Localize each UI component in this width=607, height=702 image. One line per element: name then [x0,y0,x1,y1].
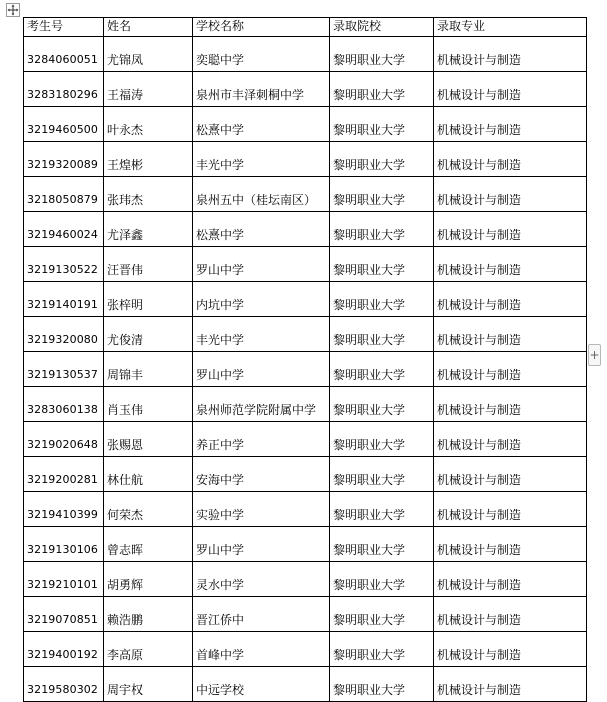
table-row [24,37,587,72]
table-row [24,597,587,632]
cell-college: 黎明职业大学 [330,282,434,317]
cell-school: 内坑中学 [193,282,330,317]
table-row [24,667,587,702]
cell-college: 黎明职业大学 [330,387,434,422]
plus-icon: + [589,348,600,362]
cell-school: 丰光中学 [193,142,330,177]
cell-school: 中远学校 [193,667,330,702]
table-row [24,317,587,352]
cell-major: 机械设计与制造 [434,387,587,422]
cell-exam-id: 3219200281 [24,457,104,492]
table-move-handle[interactable] [6,3,20,17]
cell-exam-id: 3283060138 [24,387,104,422]
table-row [24,352,587,387]
table-row [24,492,587,527]
cell-school: 罗山中学 [193,527,330,562]
table-row [24,527,587,562]
table-row [24,562,587,597]
table-body [24,37,587,702]
table-row [24,212,587,247]
cell-college: 黎明职业大学 [330,212,434,247]
table-row [24,107,587,142]
cell-name: 张梓明 [104,282,193,317]
cell-exam-id: 3219130106 [24,527,104,562]
cell-exam-id: 3219070851 [24,597,104,632]
cell-school: 灵水中学 [193,562,330,597]
cell-name: 曾志晖 [104,527,193,562]
cell-major: 机械设计与制造 [434,177,587,212]
cell-major: 机械设计与制造 [434,492,587,527]
cell-major: 机械设计与制造 [434,317,587,352]
cell-college: 黎明职业大学 [330,632,434,667]
cell-college: 黎明职业大学 [330,247,434,282]
cell-name: 胡勇辉 [104,562,193,597]
cell-exam-id: 3219320089 [24,142,104,177]
cell-college: 黎明职业大学 [330,107,434,142]
cell-name: 周锦丰 [104,352,193,387]
cell-major: 机械设计与制造 [434,527,587,562]
header-college: 录取院校 [330,18,434,37]
cell-school: 泉州市丰泽刺桐中学 [193,72,330,107]
cell-college: 黎明职业大学 [330,422,434,457]
cell-name: 肖玉伟 [104,387,193,422]
cell-name: 尤锦凤 [104,37,193,72]
cell-major: 机械设计与制造 [434,667,587,702]
cell-college: 黎明职业大学 [330,667,434,702]
cell-major: 机械设计与制造 [434,352,587,387]
cell-name: 张赐恩 [104,422,193,457]
cell-name: 王福涛 [104,72,193,107]
cell-name: 周宇权 [104,667,193,702]
cell-name: 尤俊清 [104,317,193,352]
cell-college: 黎明职业大学 [330,492,434,527]
cell-school: 丰光中学 [193,317,330,352]
cell-major: 机械设计与制造 [434,422,587,457]
cell-college: 黎明职业大学 [330,597,434,632]
cell-school: 松熹中学 [193,107,330,142]
cell-name: 林仕航 [104,457,193,492]
header-school: 学校名称 [193,18,330,37]
cell-major: 机械设计与制造 [434,597,587,632]
cell-college: 黎明职业大学 [330,177,434,212]
cell-name: 张玮杰 [104,177,193,212]
cell-school: 安海中学 [193,457,330,492]
cell-major: 机械设计与制造 [434,107,587,142]
header-major: 录取专业 [434,18,587,37]
cell-exam-id: 3219410399 [24,492,104,527]
table-row [24,457,587,492]
cell-college: 黎明职业大学 [330,457,434,492]
table-row [24,247,587,282]
cell-exam-id: 3219320080 [24,317,104,352]
table-row [24,72,587,107]
cell-college: 黎明职业大学 [330,142,434,177]
cell-school: 首峰中学 [193,632,330,667]
cell-exam-id: 3219400192 [24,632,104,667]
cell-exam-id: 3219130522 [24,247,104,282]
cell-exam-id: 3219460024 [24,212,104,247]
cell-major: 机械设计与制造 [434,632,587,667]
cell-college: 黎明职业大学 [330,37,434,72]
cell-major: 机械设计与制造 [434,142,587,177]
move-cross-icon [7,4,19,16]
cell-exam-id: 3219140191 [24,282,104,317]
cell-college: 黎明职业大学 [330,527,434,562]
cell-exam-id: 3219130537 [24,352,104,387]
cell-exam-id: 3283180296 [24,72,104,107]
add-column-button[interactable] [588,344,601,366]
header-name: 姓名 [104,18,193,37]
cell-school: 泉州师范学院附属中学 [193,387,330,422]
cell-exam-id: 3219020648 [24,422,104,457]
header-exam-id: 考生号 [24,18,104,37]
cell-name: 王煌彬 [104,142,193,177]
cell-name: 叶永杰 [104,107,193,142]
cell-name: 何荣杰 [104,492,193,527]
cell-major: 机械设计与制造 [434,212,587,247]
cell-major: 机械设计与制造 [434,72,587,107]
cell-school: 泉州五中（桂坛南区） [193,177,330,212]
cell-major: 机械设计与制造 [434,37,587,72]
table-row [24,142,587,177]
cell-college: 黎明职业大学 [330,562,434,597]
cell-school: 养正中学 [193,422,330,457]
cell-exam-id: 3219580302 [24,667,104,702]
cell-school: 实验中学 [193,492,330,527]
table-row [24,387,587,422]
cell-name: 赖浩鹏 [104,597,193,632]
cell-college: 黎明职业大学 [330,352,434,387]
cell-major: 机械设计与制造 [434,457,587,492]
cell-school: 晋江侨中 [193,597,330,632]
cell-exam-id: 3218050879 [24,177,104,212]
cell-school: 奕聪中学 [193,37,330,72]
cell-school: 罗山中学 [193,247,330,282]
cell-exam-id: 3219210101 [24,562,104,597]
cell-exam-id: 3219460500 [24,107,104,142]
cell-major: 机械设计与制造 [434,247,587,282]
cell-major: 机械设计与制造 [434,562,587,597]
cell-college: 黎明职业大学 [330,317,434,352]
admission-table [23,17,587,702]
cell-exam-id: 3284060051 [24,37,104,72]
table-row [24,632,587,667]
table-header-row [24,18,587,37]
cell-name: 尤泽鑫 [104,212,193,247]
cell-major: 机械设计与制造 [434,282,587,317]
table-row [24,282,587,317]
cell-school: 松熹中学 [193,212,330,247]
table-row [24,422,587,457]
cell-school: 罗山中学 [193,352,330,387]
table-row [24,177,587,212]
cell-name: 汪晋伟 [104,247,193,282]
cell-college: 黎明职业大学 [330,72,434,107]
cell-name: 李高原 [104,632,193,667]
